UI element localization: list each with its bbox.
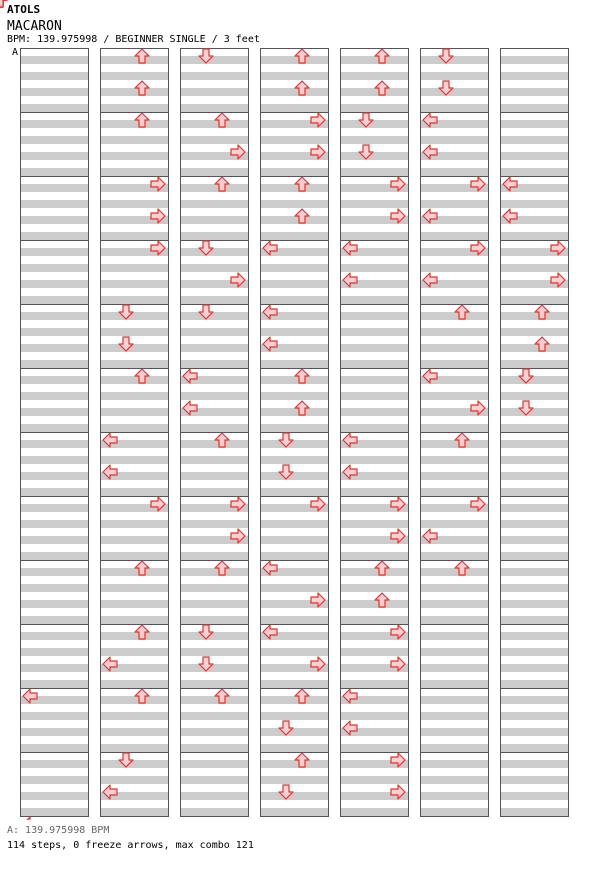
beat-stripe: [100, 648, 168, 656]
beat-stripe: [260, 376, 328, 384]
beat-stripe: [420, 616, 488, 624]
beat-stripe: [340, 392, 408, 400]
beat-stripe: [260, 104, 328, 112]
beat-stripe: [420, 600, 488, 608]
beat-stripe: [180, 216, 248, 224]
beat-stripe: [20, 184, 88, 192]
beat-stripe: [20, 200, 88, 208]
beat-stripe: [500, 488, 568, 496]
beat-stripe: [500, 424, 568, 432]
beat-stripe: [420, 360, 488, 368]
beat-stripe: [260, 712, 328, 720]
beat-stripe: [420, 552, 488, 560]
beat-stripe: [180, 776, 248, 784]
beat-stripe: [20, 168, 88, 176]
beat-stripe: [100, 552, 168, 560]
beat-stripe: [420, 728, 488, 736]
beat-stripe: [180, 744, 248, 752]
beat-stripe: [340, 600, 408, 608]
beat-stripe: [340, 120, 408, 128]
beat-stripe: [180, 600, 248, 608]
beat-stripe: [260, 760, 328, 768]
beat-stripe: [20, 712, 88, 720]
beat-stripe: [500, 232, 568, 240]
beat-stripe: [180, 680, 248, 688]
beat-stripe: [180, 616, 248, 624]
beat-stripe: [20, 104, 88, 112]
beat-stripe: [500, 472, 568, 480]
beat-stripe: [20, 360, 88, 368]
beat-stripe: [20, 808, 88, 816]
down,up-arrow-note: [0, 0, 7, 7]
beat-stripe: [500, 664, 568, 672]
beat-stripe: [180, 792, 248, 800]
beat-stripe: [180, 728, 248, 736]
beat-stripe: [180, 168, 248, 176]
beat-stripe: [340, 376, 408, 384]
beat-stripe: [20, 408, 88, 416]
beat-stripe: [260, 424, 328, 432]
beat-stripe: [420, 136, 488, 144]
beat-stripe: [180, 72, 248, 80]
beat-stripe: [340, 808, 408, 816]
beat-stripe: [260, 792, 328, 800]
beat-stripe: [500, 88, 568, 96]
beat-stripe: [180, 184, 248, 192]
beat-stripe: [20, 328, 88, 336]
chart-column: [20, 49, 89, 821]
beat-stripe: [180, 424, 248, 432]
beat-stripe: [180, 760, 248, 768]
beat-stripe: [100, 360, 168, 368]
beat-stripe: [420, 56, 488, 64]
beat-stripe: [340, 648, 408, 656]
beat-stripe: [100, 520, 168, 528]
beat-stripe: [20, 616, 88, 624]
beat-stripe: [180, 264, 248, 272]
beat-stripe: [340, 408, 408, 416]
beat-stripe: [20, 792, 88, 800]
beat-stripe: [420, 680, 488, 688]
beat-stripe: [420, 632, 488, 640]
beat-stripe: [340, 456, 408, 464]
beat-stripe: [100, 104, 168, 112]
beat-stripe: [500, 408, 568, 416]
beat-stripe: [340, 264, 408, 272]
beat-stripe: [180, 632, 248, 640]
beat-stripe: [20, 216, 88, 224]
beat-stripe: [420, 392, 488, 400]
beat-stripe: [180, 456, 248, 464]
song-title: MACARON: [7, 19, 62, 34]
beat-stripe: [340, 56, 408, 64]
beat-stripe: [420, 568, 488, 576]
beat-stripe: [340, 568, 408, 576]
beat-stripe: [260, 328, 328, 336]
beat-stripe: [180, 248, 248, 256]
beat-stripe: [500, 776, 568, 784]
beat-stripe: [500, 632, 568, 640]
beat-stripe: [100, 152, 168, 160]
beat-stripe: [260, 264, 328, 272]
beat-stripe: [20, 568, 88, 576]
beat-stripe: [100, 456, 168, 464]
beat-stripe: [340, 360, 408, 368]
beat-stripe: [180, 56, 248, 64]
beat-stripe: [500, 504, 568, 512]
beat-stripe: [500, 344, 568, 352]
beat-stripe: [100, 680, 168, 688]
beat-stripe: [100, 600, 168, 608]
beat-stripe: [100, 56, 168, 64]
beat-stripe: [340, 104, 408, 112]
beat-stripe: [260, 392, 328, 400]
beat-stripe: [260, 616, 328, 624]
beat-stripe: [340, 424, 408, 432]
beat-stripe: [260, 648, 328, 656]
beat-stripe: [500, 120, 568, 128]
beat-stripe: [420, 344, 488, 352]
chart-column: [180, 49, 249, 817]
beat-stripe: [20, 552, 88, 560]
beat-stripe: [20, 728, 88, 736]
beat-stripe: [20, 248, 88, 256]
beat-stripe: [180, 664, 248, 672]
beat-stripe: [420, 712, 488, 720]
beat-stripe: [500, 360, 568, 368]
beat-stripe: [420, 584, 488, 592]
beat-stripe: [180, 696, 248, 704]
beat-stripe: [100, 312, 168, 320]
beat-stripe: [260, 56, 328, 64]
beat-stripe: [500, 552, 568, 560]
beat-stripe: [100, 376, 168, 384]
beat-stripe: [420, 104, 488, 112]
beat-stripe: [340, 152, 408, 160]
beat-stripe: [500, 568, 568, 576]
beat-stripe: [500, 72, 568, 80]
beat-stripe: [180, 392, 248, 400]
beat-stripe: [260, 696, 328, 704]
beat-stripe: [420, 696, 488, 704]
beat-stripe: [20, 776, 88, 784]
beat-stripe: [260, 808, 328, 816]
beat-stripe: [20, 424, 88, 432]
beat-stripe: [500, 168, 568, 176]
beat-stripe: [500, 600, 568, 608]
beat-stripe: [500, 792, 568, 800]
beat-stripe: [500, 328, 568, 336]
beat-stripe: [100, 232, 168, 240]
beat-stripe: [100, 728, 168, 736]
beat-stripe: [260, 408, 328, 416]
beat-stripe: [100, 616, 168, 624]
beat-stripe: [100, 72, 168, 80]
beat-stripe: [500, 56, 568, 64]
beat-stripe: [260, 584, 328, 592]
beat-stripe: [260, 88, 328, 96]
beat-stripe: [180, 120, 248, 128]
beat-stripe: [20, 152, 88, 160]
beat-stripe: [100, 120, 168, 128]
beat-stripe: [500, 376, 568, 384]
beat-stripe: [20, 456, 88, 464]
beat-stripe: [500, 264, 568, 272]
beat-stripe: [180, 88, 248, 96]
beat-stripe: [180, 488, 248, 496]
beat-stripe: [180, 808, 248, 816]
beat-stripe: [100, 760, 168, 768]
beat-stripe: [500, 648, 568, 656]
beat-stripe: [500, 760, 568, 768]
beat-stripe: [20, 344, 88, 352]
beat-stripe: [500, 616, 568, 624]
beat-stripe: [20, 376, 88, 384]
beat-stripe: [340, 776, 408, 784]
beat-stripe: [340, 296, 408, 304]
beat-stripe: [180, 520, 248, 528]
beat-stripe: [340, 88, 408, 96]
beat-stripe: [100, 200, 168, 208]
beat-stripe: [180, 296, 248, 304]
beat-stripe: [500, 680, 568, 688]
beat-stripe: [340, 712, 408, 720]
beat-stripe: [340, 328, 408, 336]
beat-stripe: [180, 232, 248, 240]
beat-stripe: [420, 792, 488, 800]
beat-stripe: [180, 440, 248, 448]
beat-stripe: [100, 584, 168, 592]
bpm-marker: A: [12, 47, 19, 58]
beat-stripe: [340, 72, 408, 80]
beat-stripe: [20, 296, 88, 304]
beat-stripe: [180, 312, 248, 320]
beat-stripe: [180, 712, 248, 720]
beat-stripe: [20, 584, 88, 592]
beat-stripe: [100, 408, 168, 416]
beat-stripe: [180, 472, 248, 480]
beat-stripe: [500, 584, 568, 592]
beat-stripe: [420, 456, 488, 464]
beat-stripe: [20, 488, 88, 496]
beat-stripe: [180, 360, 248, 368]
chart-meta: BPM: 139.975998 / BEGINNER SINGLE / 3 feet: [7, 34, 260, 45]
beat-stripe: [20, 632, 88, 640]
beat-stripe: [180, 200, 248, 208]
beat-stripe: [500, 152, 568, 160]
beat-stripe: [500, 744, 568, 752]
beat-stripe: [260, 360, 328, 368]
beat-stripe: [420, 760, 488, 768]
beat-stripe: [100, 344, 168, 352]
beat-stripe: [260, 456, 328, 464]
beat-stripe: [500, 440, 568, 448]
beat-stripe: [500, 104, 568, 112]
beat-stripe: [500, 520, 568, 528]
beat-stripe: [420, 168, 488, 176]
beat-stripe: [340, 344, 408, 352]
beat-stripe: [20, 56, 88, 64]
beat-stripe: [180, 552, 248, 560]
beat-stripe: [340, 312, 408, 320]
beat-stripe: [500, 728, 568, 736]
beat-stripe: [260, 552, 328, 560]
beat-stripe: [420, 328, 488, 336]
beat-stripe: [100, 488, 168, 496]
beat-stripe: [500, 808, 568, 816]
beat-stripe: [500, 200, 568, 208]
beat-stripe: [420, 264, 488, 272]
beat-stripe: [180, 584, 248, 592]
beat-stripe: [20, 120, 88, 128]
beat-stripe: [500, 312, 568, 320]
beat-stripe: [100, 264, 168, 272]
beat-stripe: [260, 776, 328, 784]
beat-stripe: [100, 136, 168, 144]
beat-stripe: [500, 456, 568, 464]
beat-stripe: [420, 440, 488, 448]
beat-stripe: [340, 680, 408, 688]
beat-stripe: [260, 472, 328, 480]
beat-stripe: [180, 328, 248, 336]
beat-stripe: [340, 168, 408, 176]
beat-stripe: [420, 648, 488, 656]
beat-stripe: [100, 744, 168, 752]
beat-stripe: [20, 440, 88, 448]
beat-stripe: [340, 616, 408, 624]
beat-stripe: [100, 280, 168, 288]
beat-stripe: [180, 104, 248, 112]
beat-stripe: [260, 136, 328, 144]
beat-stripe: [260, 216, 328, 224]
beat-stripe: [340, 488, 408, 496]
beat-stripe: [20, 472, 88, 480]
beat-stripe: [100, 392, 168, 400]
beat-stripe: [20, 136, 88, 144]
beat-stripe: [20, 664, 88, 672]
beat-stripe: [340, 520, 408, 528]
beat-stripe: [420, 520, 488, 528]
beat-stripe: [260, 200, 328, 208]
artist-name: ATOLS: [7, 3, 41, 16]
beat-stripe: [180, 344, 248, 352]
beat-stripe: [20, 280, 88, 288]
beat-stripe: [420, 488, 488, 496]
beat-stripe: [20, 264, 88, 272]
beat-stripe: [500, 296, 568, 304]
beat-stripe: [340, 232, 408, 240]
beat-stripe: [100, 328, 168, 336]
beat-stripe: [180, 136, 248, 144]
beat-stripe: [100, 712, 168, 720]
beat-stripe: [100, 568, 168, 576]
beat-stripe: [260, 232, 328, 240]
beat-stripe: [340, 200, 408, 208]
beat-stripe: [180, 568, 248, 576]
chart-column: [100, 49, 169, 817]
beat-stripe: [100, 696, 168, 704]
beat-stripe: [420, 88, 488, 96]
beat-stripe: [420, 664, 488, 672]
beat-stripe: [420, 312, 488, 320]
beat-stripe: [20, 600, 88, 608]
beat-stripe: [20, 312, 88, 320]
left-arrow-note: [23, 817, 37, 820]
beat-stripe: [340, 552, 408, 560]
beat-stripe: [260, 744, 328, 752]
beat-stripe: [100, 536, 168, 544]
beat-stripe: [500, 696, 568, 704]
chart-stats: 114 steps, 0 freeze arrows, max combo 121: [7, 840, 254, 851]
beat-stripe: [260, 680, 328, 688]
beat-stripe: [260, 280, 328, 288]
beat-stripe: [260, 488, 328, 496]
beat-stripe: [420, 744, 488, 752]
beat-stripe: [500, 536, 568, 544]
beat-stripe: [20, 744, 88, 752]
beat-stripe: [500, 136, 568, 144]
beat-stripe: [100, 88, 168, 96]
beat-stripe: [20, 392, 88, 400]
beat-stripe: [100, 808, 168, 816]
beat-stripe: [340, 744, 408, 752]
beat-stripe: [500, 392, 568, 400]
beat-stripe: [260, 520, 328, 528]
beat-stripe: [260, 728, 328, 736]
beat-stripe: [20, 680, 88, 688]
beat-stripe: [420, 472, 488, 480]
beat-stripe: [420, 232, 488, 240]
beat-stripe: [260, 536, 328, 544]
beat-stripe: [340, 136, 408, 144]
beat-stripe: [20, 504, 88, 512]
beat-stripe: [420, 296, 488, 304]
beat-stripe: [100, 168, 168, 176]
beat-stripe: [20, 520, 88, 528]
beat-stripe: [20, 648, 88, 656]
beat-stripe: [420, 424, 488, 432]
beat-stripe: [260, 184, 328, 192]
beat-stripe: [260, 296, 328, 304]
beat-stripe: [420, 776, 488, 784]
beat-stripe: [180, 648, 248, 656]
beat-stripe: [420, 72, 488, 80]
beat-stripe: [100, 424, 168, 432]
chart-column: [260, 49, 329, 817]
beat-stripe: [20, 88, 88, 96]
bpm-footer: A: 139.975998 BPM: [7, 825, 110, 836]
beat-stripe: [20, 72, 88, 80]
beat-stripe: [20, 536, 88, 544]
beat-stripe: [500, 712, 568, 720]
beat-stripe: [420, 200, 488, 208]
beat-stripe: [20, 760, 88, 768]
beat-stripe: [420, 808, 488, 816]
beat-stripe: [260, 168, 328, 176]
beat-stripe: [100, 632, 168, 640]
beat-stripe: [20, 232, 88, 240]
beat-stripe: [100, 296, 168, 304]
beat-stripe: [260, 440, 328, 448]
beat-stripe: [100, 776, 168, 784]
beat-stripe: [260, 72, 328, 80]
beat-stripe: [340, 584, 408, 592]
